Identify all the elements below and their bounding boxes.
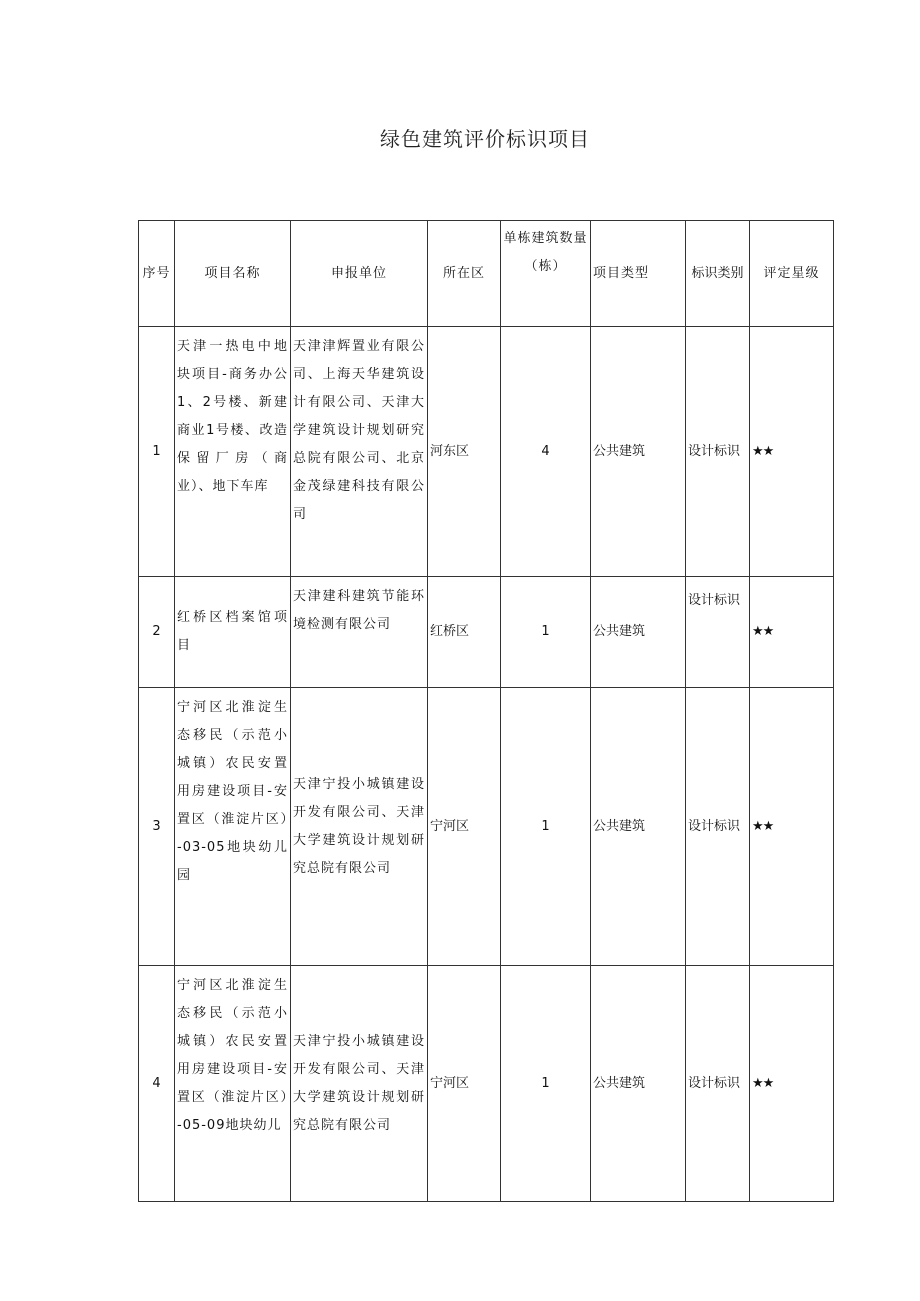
table-row [139,966,834,1202]
cell-label-category: 设计标识 [686,577,750,688]
cell-applicant-unit: 天津宁投小城镇建设开发有限公司、天津大学建筑设计规划研究总院有限公司 [291,966,428,1202]
cell-seq: 2 [139,577,175,688]
table-header-row [139,221,834,327]
cell-label-category: 设计标识 [686,688,750,966]
header-project-type: 项目类型 [591,221,686,327]
cell-project-name: 宁河区北淮淀生态移民（示范小城镇）农民安置用房建设项目-安置区（淮淀片区）-03-05地块幼儿园 [175,688,291,966]
cell-star-rating: ★★ [750,577,834,688]
projects-table [138,220,834,1202]
cell-project-type: 公共建筑 [591,966,686,1202]
cell-seq: 3 [139,688,175,966]
cell-label-category: 设计标识 [686,966,750,1202]
cell-building-count: 1 [501,577,591,688]
table-row [139,688,834,966]
cell-project-type: 公共建筑 [591,327,686,577]
cell-applicant-unit: 天津宁投小城镇建设开发有限公司、天津大学建筑设计规划研究总院有限公司 [291,688,428,966]
cell-project-name: 宁河区北淮淀生态移民（示范小城镇）农民安置用房建设项目-安置区（淮淀片区）-05-09地块幼儿 [175,966,291,1202]
cell-project-type: 公共建筑 [591,577,686,688]
cell-project-name: 天津一热电中地块项目-商务办公1、2号楼、新建商业1号楼、改造保留厂房（商业）、地下车库 [175,327,291,577]
cell-applicant-unit: 天津津辉置业有限公司、上海天华建筑设计有限公司、天津大学建筑设计规划研究总院有限公司、北京金茂绿建科技有限公司 [291,327,428,577]
table-row [139,577,834,688]
cell-building-count: 1 [501,966,591,1202]
header-applicant-unit: 申报单位 [291,221,428,327]
cell-seq: 1 [139,327,175,577]
cell-district: 红桥区 [428,577,501,688]
header-seq: 序号 [139,221,175,327]
header-building-count: 单栋建筑数量（栋） [501,221,591,327]
cell-building-count: 1 [501,688,591,966]
header-project-name: 项目名称 [175,221,291,327]
cell-district: 宁河区 [428,688,501,966]
cell-project-type: 公共建筑 [591,688,686,966]
header-label-category: 标识类别 [686,221,750,327]
cell-building-count: 4 [501,327,591,577]
table-row [139,327,834,577]
cell-star-rating: ★★ [750,327,834,577]
cell-project-name: 红桥区档案馆项目 [175,577,291,688]
cell-applicant-unit: 天津建科建筑节能环境检测有限公司 [291,577,428,688]
cell-seq: 4 [139,966,175,1202]
cell-star-rating: ★★ [750,966,834,1202]
cell-star-rating: ★★ [750,688,834,966]
cell-district: 宁河区 [428,966,501,1202]
page-title: 绿色建筑评价标识项目 [380,127,590,151]
header-district: 所在区 [428,221,501,327]
cell-label-category: 设计标识 [686,327,750,577]
header-star-rating: 评定星级 [750,221,834,327]
cell-district: 河东区 [428,327,501,577]
